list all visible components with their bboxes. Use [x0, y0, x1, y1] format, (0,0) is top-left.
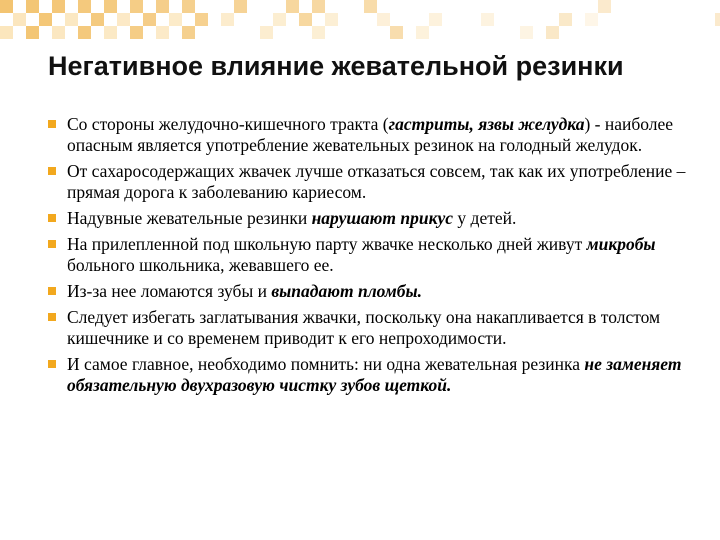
decorative-square — [182, 0, 195, 13]
decorative-square — [117, 13, 130, 26]
decorative-square — [598, 0, 611, 13]
emphasized-text: выпадают пломбы. — [271, 281, 423, 301]
decorative-square — [312, 0, 325, 13]
decorative-square — [429, 13, 442, 26]
bullet-list — [48, 114, 688, 401]
decorative-square — [481, 13, 494, 26]
decorative-square — [156, 0, 169, 13]
decorative-square — [234, 0, 247, 13]
bullet-item — [48, 354, 688, 396]
square-bullet-icon — [48, 167, 56, 175]
bullet-text: На прилепленной под школьную парту жвачке несколько дней живут — [67, 234, 587, 254]
decorative-square — [39, 13, 52, 26]
square-bullet-icon — [48, 360, 56, 368]
square-bullet-icon — [48, 214, 56, 222]
bullet-text: больного школьника, жевавшего ее. — [67, 255, 334, 275]
square-bullet-icon — [48, 120, 56, 128]
decorative-square — [104, 0, 117, 13]
bullet-item — [48, 307, 688, 349]
bullet-text: Со стороны желудочно-кишечного тракта ( — [67, 114, 389, 134]
bullet-item — [48, 114, 688, 156]
decorative-square — [26, 0, 39, 13]
bullet-text: От сахаросодержащих жвачек лучше отказаться совсем, так как их употребление – прямая дорога к заболеванию кариесом. — [67, 161, 686, 202]
decorative-square — [130, 0, 143, 13]
decorative-square — [65, 13, 78, 26]
slide-title: Негативное влияние жевательной резинки — [48, 51, 624, 81]
decorative-square — [715, 13, 720, 26]
decorative-square — [221, 13, 234, 26]
decorative-square — [91, 13, 104, 26]
decorative-square — [169, 13, 182, 26]
emphasized-text: гастриты, язвы желудка — [388, 114, 585, 134]
decorative-square — [364, 0, 377, 13]
decorative-square — [377, 13, 390, 26]
decorative-square — [13, 13, 26, 26]
bullet-text: И самое главное, необходимо помнить: ни одна жевательная резинка — [67, 354, 585, 374]
square-bullet-icon — [48, 240, 56, 248]
decorative-square — [585, 13, 598, 26]
square-bullet-icon — [48, 313, 56, 321]
bullet-item — [48, 161, 688, 203]
decorative-square — [26, 26, 39, 39]
emphasized-text: не заменяет обязательную двухразовую чистку зубов щеткой. — [67, 354, 682, 395]
decorative-square — [0, 0, 13, 13]
bullet-item — [48, 281, 688, 302]
bullet-text: у детей. — [453, 208, 517, 228]
bullet-text: Следует избегать заглатывания жвачки, поскольку она накапливается в толстом кишечнике и со временем приводит к его непроходимости. — [67, 307, 661, 348]
emphasized-text: микробы — [586, 234, 656, 254]
square-bullet-icon — [48, 287, 56, 295]
decorative-square — [143, 13, 156, 26]
decorative-square — [0, 26, 13, 39]
bullet-item — [48, 234, 688, 276]
bullet-text: Из-за нее ломаются зубы и — [67, 281, 272, 301]
decorative-square — [325, 13, 338, 26]
bullet-item — [48, 208, 688, 229]
decorative-square — [78, 0, 91, 13]
decorative-square — [52, 0, 65, 13]
decorative-square — [286, 0, 299, 13]
decorative-square — [273, 13, 286, 26]
bullet-text: ) - наиболее опасным является употребление жевательных резинок на голодный желудок. — [67, 114, 674, 155]
decorative-square — [299, 13, 312, 26]
emphasized-text: нарушают прикус — [311, 208, 454, 228]
decorative-square — [195, 13, 208, 26]
decorative-square — [559, 13, 572, 26]
bullet-text: Надувные жевательные резинки — [67, 208, 312, 228]
